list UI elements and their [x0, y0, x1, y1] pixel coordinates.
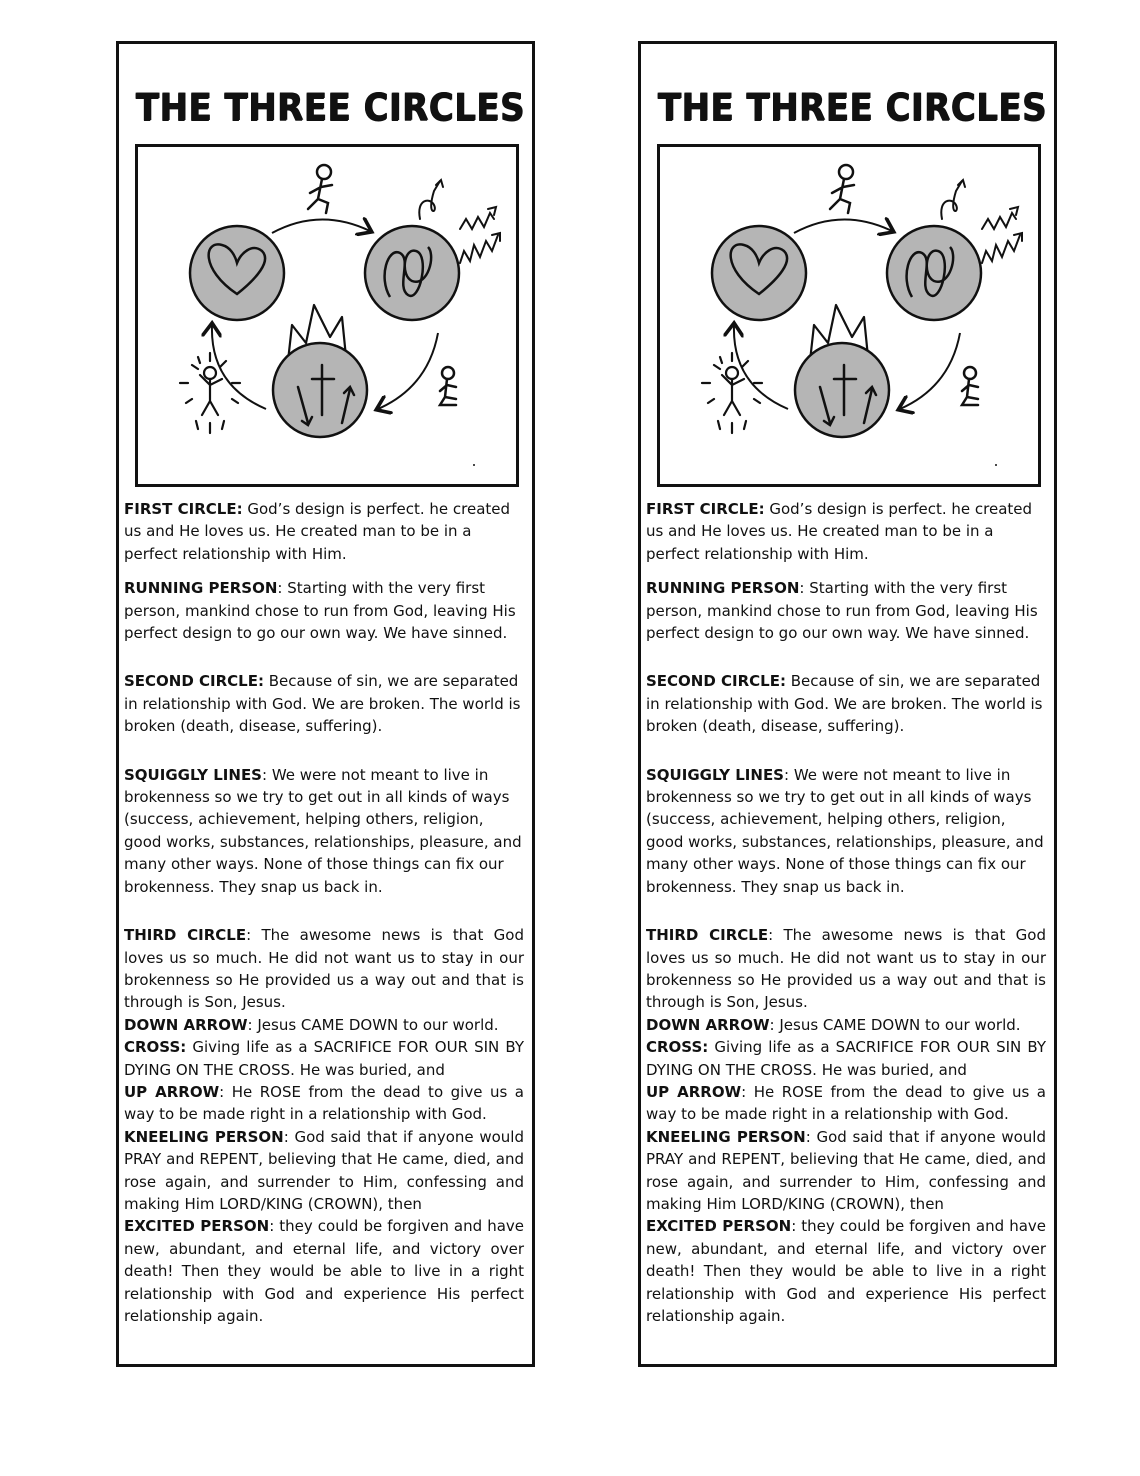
- up-arrow-paragraph: UP ARROW: He ROSE from the dead to give us a way to be made right in a relationship with God.: [124, 1082, 524, 1124]
- kneeling-person-paragraph: KNEELING PERSON: God said that if anyone would PRAY and REPENT, believing that He came, died, and rose again, and surrender to Him, confessing and making Him LORD/KING (CROWN), then: [124, 1127, 524, 1213]
- running-person-icon: [830, 165, 854, 213]
- kneeling-person-icon: [962, 367, 978, 405]
- squiggly-lines-paragraph: SQUIGGLY LINES: We were not meant to live in brokenness so we try to get out in all kinds of ways (success, achievement, helping others, religion, good works, substances, relationships, pleasure, and many other ways. None of those things can fix our brokenness. They snap us back in.: [124, 765, 522, 896]
- first-circle-paragraph: FIRST CIRCLE: God’s design is perfect. he created us and He loves us. He created man to be in a perfect relationship with Him.: [124, 500, 511, 563]
- excited-person-icon: [702, 353, 762, 433]
- bookmark-left: [116, 41, 535, 1367]
- up-arrow-paragraph: UP ARROW: He ROSE from the dead to give us a way to be made right in a relationship with God.: [646, 1082, 1046, 1124]
- diagram-svg: [660, 147, 1038, 484]
- cross-arrows-circle-icon: [795, 343, 889, 437]
- diagram-svg: [138, 147, 516, 484]
- heart-circle-icon: [712, 226, 806, 320]
- kneeling-person-icon: [440, 367, 456, 405]
- third-circle-paragraph: THIRD CIRCLE: The awesome news is that God loves us so much. He did not want us to stay in our brokenness so He provided us a way out and that is through is Son, Jesus.: [124, 926, 525, 1012]
- squiggly-lines-paragraph: SQUIGGLY LINES: We were not meant to live in brokenness so we try to get out in all kinds of ways (success, achievement, helping others, religion, good works, substances, relationships, pleasure, and many other ways. None of those things can fix our brokenness. They snap us back in.: [646, 765, 1044, 896]
- down-arrow-paragraph: DOWN ARROW: Jesus CAME DOWN to our world.: [646, 1015, 1021, 1034]
- cross-arrows-circle-icon: [273, 343, 367, 437]
- bookmark-title: THE THREE CIRCLES: [657, 86, 1047, 129]
- second-circle-paragraph: SECOND CIRCLE: Because of sin, we are separated in relationship with God. We are broken. The world is broken (death, disease, suffering).: [646, 672, 1043, 736]
- three-circles-diagram: [657, 144, 1041, 487]
- running-person-icon: [308, 165, 332, 213]
- cross-paragraph: CROSS: Giving life as a SACRIFICE FOR OUR SIN BY DYING ON THE CROSS. He was buried, and: [646, 1038, 1046, 1079]
- first-circle-paragraph: FIRST CIRCLE: God’s design is perfect. he created us and He loves us. He created man to be in a perfect relationship with Him.: [646, 500, 1033, 563]
- excited-person-icon: [180, 353, 240, 433]
- running-person-paragraph: RUNNING PERSON: Starting with the very first person, mankind chose to run from God, leaving His perfect design to go our own way. We have sinned.: [124, 579, 516, 643]
- squiggle-circle-icon: [887, 226, 981, 320]
- down-arrow-paragraph: DOWN ARROW: Jesus CAME DOWN to our world.: [124, 1015, 499, 1034]
- squiggle-circle-icon: [365, 226, 459, 320]
- bookmark-title: THE THREE CIRCLES: [135, 86, 525, 129]
- excited-person-paragraph: EXCITED PERSON: they could be forgiven and have new, abundant, and eternal life, and victory over death! Then they would be able to live in a right relationship with God and experience His perfect relationship again.: [646, 1217, 1046, 1325]
- explanation-text: [124, 498, 524, 1327]
- running-person-paragraph: RUNNING PERSON: Starting with the very first person, mankind chose to run from God, leaving His perfect design to go our own way. We have sinned.: [646, 579, 1038, 643]
- cross-paragraph: CROSS: Giving life as a SACRIFICE FOR OUR SIN BY DYING ON THE CROSS. He was buried, and: [124, 1038, 524, 1079]
- third-circle-paragraph: THIRD CIRCLE: The awesome news is that God loves us so much. He did not want us to stay in our brokenness so He provided us a way out and that is through is Son, Jesus.: [646, 926, 1047, 1012]
- kneeling-person-paragraph: KNEELING PERSON: God said that if anyone would PRAY and REPENT, believing that He came, died, and rose again, and surrender to Him, confessing and making Him LORD/KING (CROWN), then: [646, 1127, 1046, 1213]
- explanation-text: [646, 498, 1046, 1327]
- excited-person-paragraph: EXCITED PERSON: they could be forgiven and have new, abundant, and eternal life, and victory over death! Then they would be able to live in a right relationship with God and experience His perfect relationship again.: [124, 1217, 524, 1325]
- bookmark-right: [638, 41, 1057, 1367]
- three-circles-diagram: [135, 144, 519, 487]
- second-circle-paragraph: SECOND CIRCLE: Because of sin, we are separated in relationship with God. We are broken. The world is broken (death, disease, suffering).: [124, 672, 521, 736]
- heart-circle-icon: [190, 226, 284, 320]
